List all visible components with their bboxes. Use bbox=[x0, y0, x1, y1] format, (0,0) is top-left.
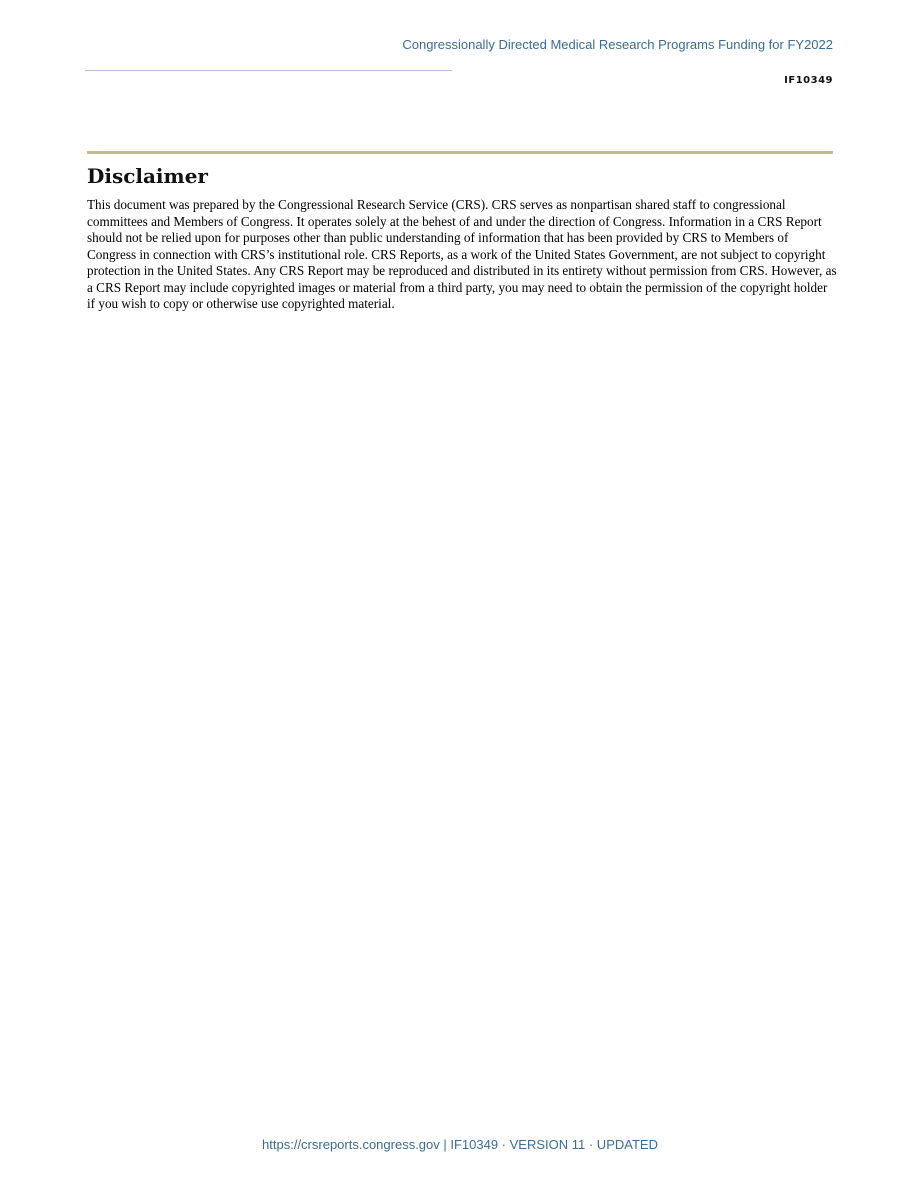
disclaimer-heading: Disclaimer bbox=[87, 164, 208, 188]
section-divider bbox=[87, 151, 833, 154]
page-footer: https://crsreports.congress.gov | IF10349 · VERSION 11 · UPDATED bbox=[262, 1137, 658, 1152]
document-header-title: Congressionally Directed Medical Research Programs Funding for FY2022 bbox=[402, 37, 833, 52]
report-id: IF10349 bbox=[784, 75, 833, 86]
header-divider bbox=[85, 70, 452, 71]
disclaimer-body: This document was prepared by the Congressional Research Service (CRS). CRS serves as nonpartisan shared staff to congressional committees and Members of Congress. It operates solely at the behest of and under the direction of Congress. Information in a CRS Report should not be relied upon for purposes other than public understanding of information that has been provided by CRS to Members of Congress in connection with CRS’s institutional role. CRS Reports, as a work of the United States Government, are not subject to copyright protection in the United States. Any CRS Report may be reproduced and distributed in its entirety without permission from CRS. However, as a CRS Report may include copyrighted images or material from a third party, you may need to obtain the permission of the copyright holder if you wish to copy or otherwise use copyrighted material. bbox=[87, 197, 837, 311]
